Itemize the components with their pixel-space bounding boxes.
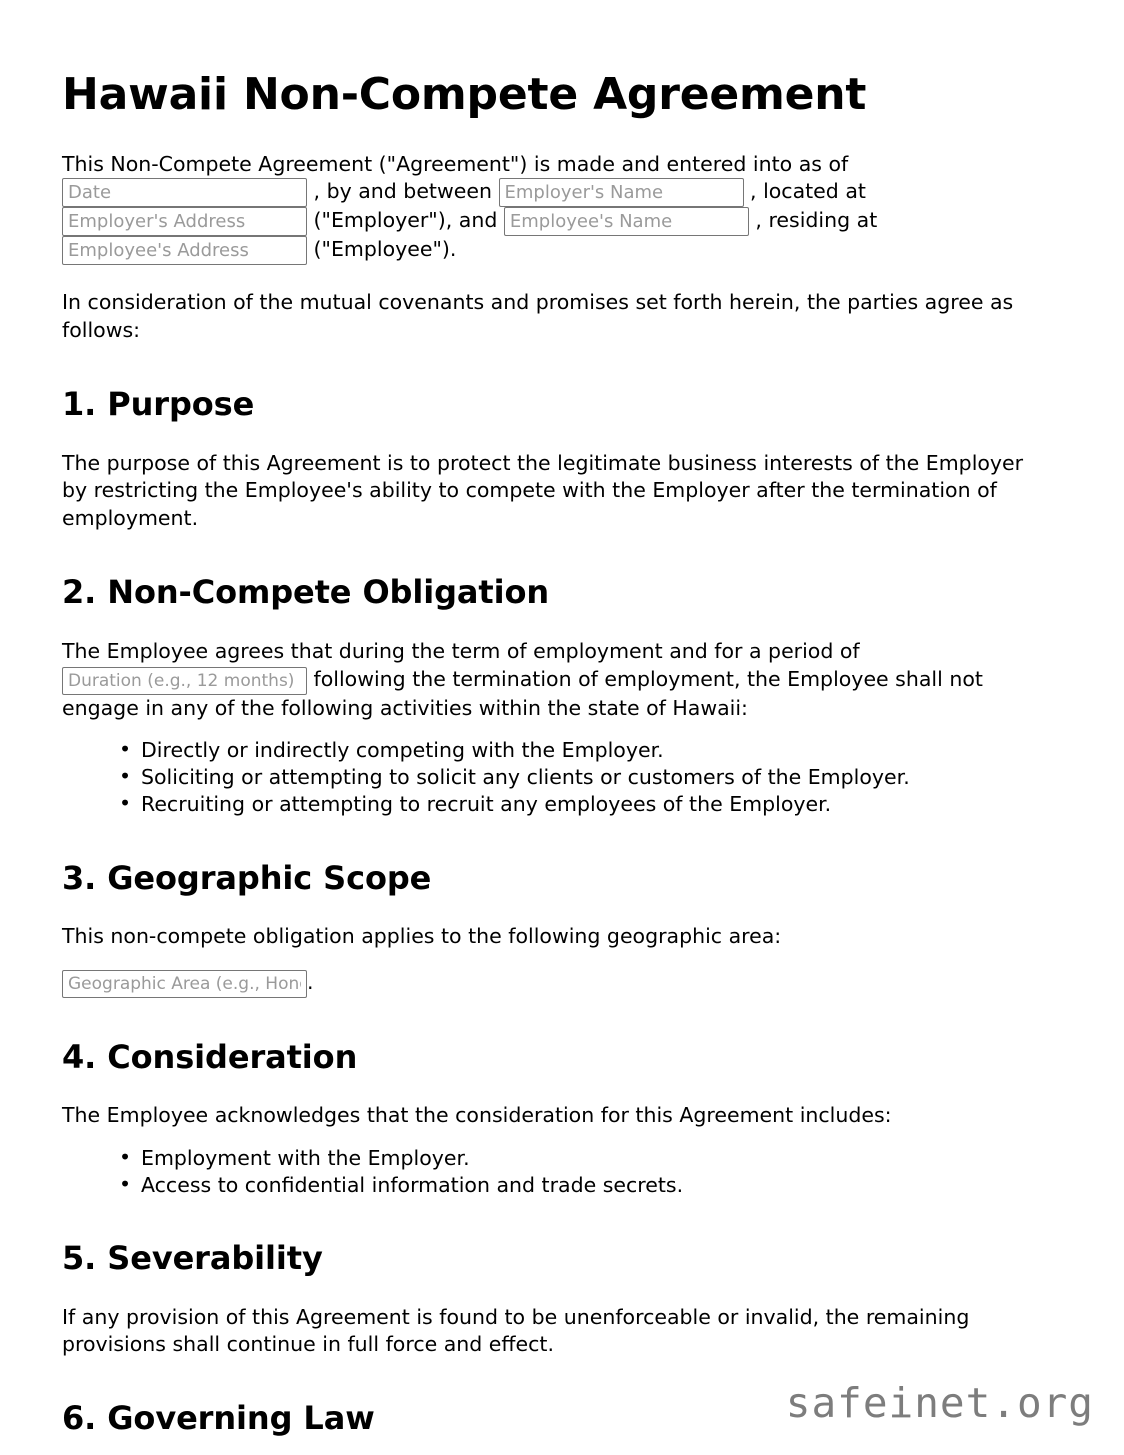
- spacer: [62, 897, 1048, 923]
- consideration-list: [62, 1145, 1048, 1199]
- geographic-area-field[interactable]: [62, 970, 307, 998]
- spacer: [62, 819, 1048, 859]
- intro-line-2: [62, 178, 1048, 207]
- intro-text-after-employer-name: , located at: [750, 179, 866, 204]
- section-heading-purpose: 1. Purpose: [62, 385, 255, 424]
- intro-line-3: [62, 207, 1048, 236]
- spacer: [62, 1278, 1048, 1304]
- section-heading-consideration: 4. Consideration: [62, 1037, 358, 1076]
- employer-name-field[interactable]: [499, 178, 744, 207]
- section-heading-non-compete-obligation: 2. Non-Compete Obligation: [62, 573, 550, 612]
- intro-line-1: This Non-Compete Agreement ("Agreement") is made and entered into as of: [62, 151, 849, 176]
- spacer: [62, 533, 1048, 573]
- section-paragraph-severability: If any provision of this Agreement is found to be unenforceable or invalid, the remaining provisions shall continue in full force and effect.: [62, 1304, 970, 1357]
- site-watermark: safeinet.org: [785, 1379, 1094, 1427]
- geographic-area-line: [62, 969, 1048, 998]
- intro-text-after-employee-name: , residing at: [755, 208, 878, 233]
- list-item: • Soliciting or attempting to solicit any clients or customers of the Employer.: [119, 764, 1048, 791]
- spacer: [62, 121, 1048, 151]
- intro-text-after-employer-address: ("Employer"), and: [313, 208, 498, 233]
- spacer: [62, 612, 1048, 638]
- section-paragraph-geographic-scope: This non-compete obligation applies to the following geographic area:: [62, 923, 782, 948]
- duration-field[interactable]: [62, 667, 307, 695]
- intro-text-after-date: , by and between: [313, 179, 492, 204]
- section-paragraph-consideration: The Employee acknowledges that the consideration for this Agreement includes:: [62, 1103, 892, 1128]
- employee-address-field[interactable]: [62, 236, 307, 265]
- section-heading-governing-law: 6. Governing Law: [62, 1399, 375, 1438]
- intro-line-4: [62, 236, 1048, 265]
- consideration-intro-paragraph: In consideration of the mutual covenants and promises set forth herein, the parties agree as follows:: [62, 290, 1014, 343]
- section-text-after-duration: following the termination of employment, the Employee shall not engage in any of the following activities within the state of Hawaii:: [62, 666, 983, 720]
- spacer: [62, 345, 1048, 385]
- spacer: [62, 265, 1048, 289]
- date-field[interactable]: [62, 178, 307, 207]
- section-paragraph-purpose: The purpose of this Agreement is to protect the legitimate business interests of the Employer by restricting the Employee's ability to compete with the Employer after the termination of employment.: [62, 450, 1024, 531]
- spacer: [62, 1076, 1048, 1102]
- list-item: • Directly or indirectly competing with the Employer.: [119, 737, 1048, 764]
- employer-address-field[interactable]: [62, 207, 307, 236]
- section-heading-severability: 5. Severability: [62, 1239, 323, 1278]
- non-compete-activities-list: [62, 737, 1048, 818]
- spacer: [62, 1130, 1048, 1145]
- page-title: Hawaii Non-Compete Agreement: [62, 69, 867, 120]
- list-item: • Access to confidential information and trade secrets.: [119, 1172, 1048, 1199]
- spacer: [62, 951, 1048, 969]
- employee-name-field[interactable]: [504, 207, 749, 236]
- list-item: • Recruiting or attempting to recruit any employees of the Employer.: [119, 791, 1048, 818]
- intro-paragraph: [62, 151, 1048, 266]
- list-item: • Employment with the Employer.: [119, 1145, 1048, 1172]
- intro-text-after-employee-address: ("Employee").: [313, 237, 457, 262]
- section-heading-geographic-scope: 3. Geographic Scope: [62, 858, 432, 897]
- spacer: [62, 722, 1048, 737]
- document-content: [62, 0, 1048, 1438]
- section-text-before-duration: The Employee agrees that during the term of employment and for a period of: [62, 638, 860, 663]
- spacer: [62, 998, 1048, 1038]
- spacer: [62, 424, 1048, 450]
- spacer: [62, 1199, 1048, 1239]
- geographic-area-period: .: [307, 969, 314, 994]
- section-duration-line: [62, 666, 1048, 723]
